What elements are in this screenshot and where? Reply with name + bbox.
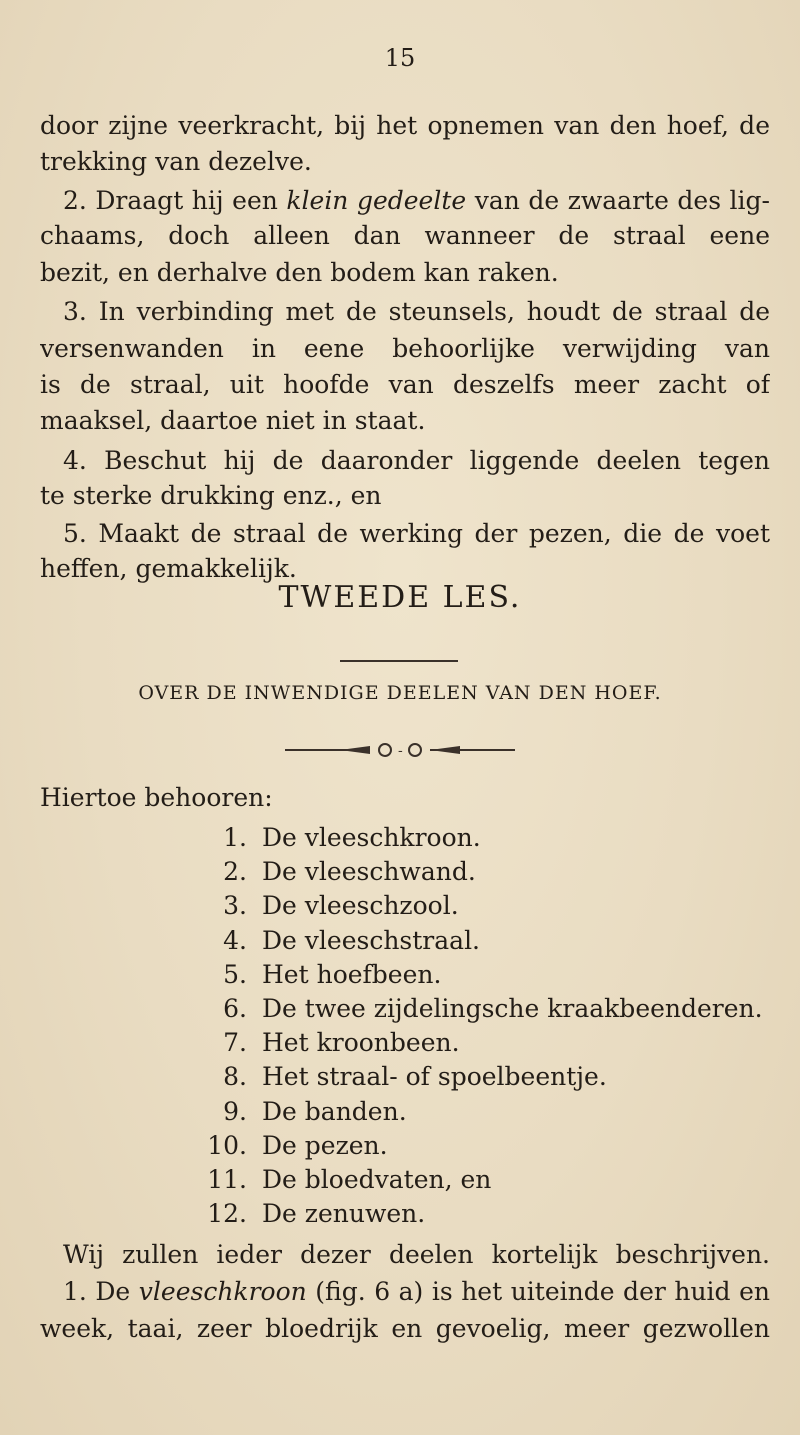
italic-vleeschkroon: vleeschkroon [138,1277,307,1306]
section-subtitle: OVER DE INWENDIGE DEELEN VAN DEN HOEF. [138,682,662,704]
paragraph-line-3 [63,186,770,216]
paragraph-line-11: te sterke drukking enz., en [40,481,382,510]
list-item-number: 9. [223,1097,247,1126]
list-item-text: De twee zijdelingsche kraakbeenderen. [262,994,763,1023]
paragraph-line-7: versenwanden in eene behoorlijke verwijding van [40,334,770,363]
list-item-text: De pezen. [262,1131,388,1160]
closing2-part-a: 1. De [63,1277,139,1306]
italic-klein-gedeelte: klein gedeelte [286,186,467,215]
paragraph-line-5: bezit, en derhalve den bodem kan raken. [40,258,559,287]
closing2-part-b: (fig. 6 a) is het uiteinde der huid en [315,1277,770,1306]
list-item-text: De vleeschwand. [262,857,476,886]
list-item-number: 5. [223,960,247,989]
paragraph-line-10: 4. Beschut hij de daaronder liggende deelen tegen [63,446,770,475]
section-title: TWEEDE LES. [278,580,522,615]
list-item-number: 4. [223,926,247,955]
line3-part-a: 2. Draagt hij een [63,186,287,215]
list-item-number: 11. [207,1165,247,1194]
list-item-text: Het kroonbeen. [262,1028,460,1057]
paragraph-line-8: is de straal, uit hoofde van deszelfs meer zacht of [40,370,770,399]
list-item-text: De zenuwen. [262,1199,426,1228]
svg-text:-: - [398,743,403,759]
list-item-text: Het straal- of spoelbeentje. [262,1062,607,1091]
list-item-number: 6. [223,994,247,1023]
list-item-number: 8. [223,1062,247,1091]
paragraph-line-4: chaams, doch alleen dan wanneer de straal eene [40,221,770,250]
list-item-number: 1. [223,823,247,852]
closing-line-2 [63,1277,770,1307]
paragraph-line-9: maaksel, daartoe niet in staat. [40,406,426,435]
paragraph-line-12: 5. Maakt de straal de werking der pezen, die de voet [63,519,770,548]
closing-line-3: week, taai, zeer bloedrijk en gevoelig, meer gezwollen [40,1314,770,1343]
line3-part-b: van de zwaarte des lig- [466,186,770,215]
list-item-text: Het hoefbeen. [262,960,442,989]
title-rule [340,660,458,662]
list-item-number: 10. [207,1131,247,1160]
closing-line-1: Wij zullen ieder dezer deelen kortelijk beschrijven. [63,1240,770,1269]
paragraph-line-2: trekking van dezelve. [40,147,312,176]
ornament-divider [0,740,800,760]
paragraph-line-1: door zijne veerkracht, bij het opnemen van den hoef, de [40,111,770,140]
paragraph-line-6: 3. In verbinding met de steunsels, houdt de straal de [63,297,770,326]
list-item-text: De banden. [262,1097,407,1126]
list-item-number: 12. [207,1199,247,1228]
list-intro: Hiertoe behooren: [40,783,273,812]
list-item-number: 7. [223,1028,247,1057]
list-item-number: 2. [223,857,247,886]
list-item-text: De bloedvaten, en [262,1165,492,1194]
paragraph-line-13: heffen, gemakkelijk. [40,554,297,583]
list-item-text: De vleeschstraal. [262,926,481,955]
list-item-number: 3. [223,891,247,920]
page-number: 15 [384,44,416,72]
list-item-text: De vleeschzool. [262,891,459,920]
list-item-text: De vleeschkroon. [262,823,481,852]
